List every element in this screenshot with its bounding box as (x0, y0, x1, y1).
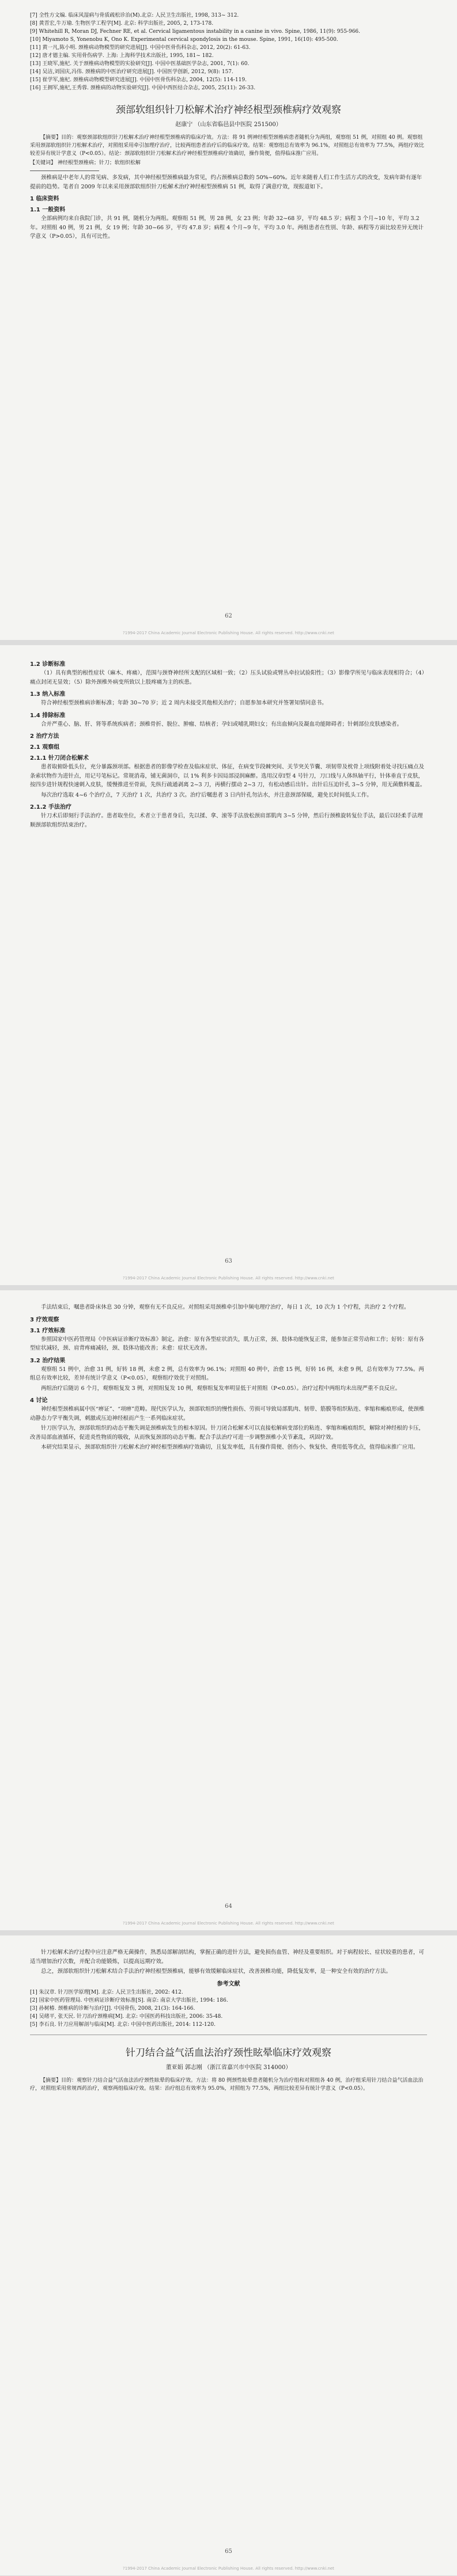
subsection-heading: 1.2 诊断标准 (30, 661, 66, 668)
subsection-heading: 3.1 疗效标准 (30, 1327, 66, 1334)
article-author: 董亚娟 郭志刚 （浙江省嘉兴市中医院 314000） (165, 2064, 292, 2071)
body-paragraph: 针刀松解术治疗过程中应注意严格无菌操作，熟悉局部解剖结构，掌握正确的进针方法，避免损伤血管、神经及重要组织。对于病程较长、症状较重的患者，可适当增加治疗次数，并配合功能锻炼，以提高远期疗效。 (30, 1949, 425, 1965)
reference-item: [9] Whitehill R, Moran DJ, Fechner RE, et al. Cervical ligamentous instability in a canine in vivo. Spine, 1986, 11(9): 955-966. (30, 29, 361, 35)
subsection-heading: 1.1 一般资料 (30, 207, 66, 213)
body-paragraph: 全部病例均来自我院门诊，共 91 例，随机分为两组。观察组 51 例，男 28 例，女 23 例；年龄 32~68 岁，平均 48.5 岁；病程 3 个月~10 年，平均 3.2 年。对照组 40 例，男 21 例，女 19 例；年龄 30~66 岁，平均 47.8 岁；病程 4 个月~9 年，平均 3.0 年。两组患者在性别、年龄、病程等方面比较差异无统计学意义（P>0.05），具有可比性。 (30, 215, 424, 240)
body-paragraph: 总之，颈部软组织针刀松解术结合手法治疗神经根型颈椎病，能够有效缓解临床症状，改善颈椎功能，降低复发率，是一种安全有效的治疗方法。 (41, 1968, 392, 1975)
reference-item: [2] 国家中医药管理局. 中医病证诊断疗效标准[S]. 南京: 南京大学出版社, 1994: 186. (30, 1997, 228, 2003)
journal-page-3 (0, 1290, 457, 1930)
journal-page-1 (0, 0, 457, 640)
reference-item: [16] 王拥军,施杞,王秀蓉. 颈椎病的动物实验研究[J]. 中国中西医结合杂志, 2005, 25(11): 26-33. (30, 85, 256, 91)
abstract: 【摘要】目的：观察针刀结合益气活血法治疗颈性眩晕的临床疗效。方法：将 80 例颈性眩晕患者随机分为治疗组和对照组各 40 例，治疗组采用针刀结合益气活血法治疗，对照组采用常规西药治疗，观察两组临床疗效。结果：治疗组总有效率为 95.0%，对照组为 77.5%，两组比较差异有统计学意义（P<0.05）。 (30, 2077, 424, 2092)
reference-item: [8] 黄晋宏,牛万瑜. 生物医学工程学[M]. 北京: 科学出版社, 2005, 2, 173-178. (30, 21, 214, 26)
section-heading: 4 讨论 (30, 1397, 48, 1404)
watermark: ?1994-2017 China Academic Journal Electronic Publishing House. All rights reserved. http://www.cnki.net (123, 1276, 334, 1281)
abstract: 【摘要】目的：观察颈部软组织针刀松解术治疗神经根型颈椎病的临床疗效。方法：将 91 例神经根型颈椎病患者随机分为两组，观察组 51 例，对照组 40 例。观察组采用颈部软组织针刀松解术治疗，对照组采用牵引加理疗治疗，比较两组患者治疗后的临床疗效。结果：观察组总有效率为 96.1%，对照组总有效率为 77.5%，两组疗效比较差异有统计学意义（P<0.05）。结论：颈部软组织针刀松解术治疗神经根型颈椎病疗效确切，操作简便，值得临床推广应用。 (30, 135, 424, 157)
body-paragraph: 手法结束后，嘱患者卧床休息 30 分钟，观察有无不良反应。对照组采用颈椎牵引加中频电理疗治疗，每日 1 次，10 次为 1 个疗程，共治疗 2 个疗程。 (41, 1304, 410, 1310)
body-paragraph: 参照国家中医药管理局《中医病证诊断疗效标准》制定。治愈：原有各型症状消失，肌力正常，颈、肢体功能恢复正常，能参加正常劳动和工作；好转：原有各型症状减轻，颈、肩背疼痛减轻，颈、肢体功能改善；未愈：症状无改善。 (30, 1336, 425, 1351)
subsubsection-heading: 2.1.1 针刀闭合松解术 (30, 755, 89, 762)
subsubsection-heading: 2.1.2 手法治疗 (30, 804, 71, 810)
body-paragraph: 患者取俯卧低头位，充分暴露颈项部。根据患者的影像学检查及临床症状、体征，在病变节段棘突间、关节突关节囊、项韧带及枕骨上项线附着处寻找压痛点及条索状物作为进针点，用记号笔标记。常规消毒，铺无菌洞巾，以 1% 利多卡因局部浸润麻醉。选用汉章Ⅰ型 4 号针刀，刀口线与人体纵轴平行，针体垂直于皮肤，按四步进针规程快速刺入皮肤，缓慢推进至骨面，先纵行疏通剥离 2~3 刀，再横行摆动 2~3 刀，有松动感后出针。出针后压迫针孔 3~5 分钟，用无菌敷料覆盖。 (30, 764, 426, 788)
body-paragraph: 观察组 51 例中，治愈 31 例，好转 18 例，未愈 2 例，总有效率为 96.1%；对照组 40 例中，治愈 15 例，好转 16 例，未愈 9 例，总有效率为 77.5%。两组总有效率比较，差异有统计学意义（P<0.05），观察组疗效优于对照组。 (30, 1366, 424, 1381)
reference-item: [5] 李石良. 针刀应用解剖与临床[M]. 北京: 中国中医药出版社, 2014: 112-120. (30, 2021, 216, 2028)
body-paragraph: 针刀术后即刻行手法治疗。患者取坐位，术者立于患者身后，先以揉、拿、滚等手法放松颈肩部肌肉 3~5 分钟，然后行颈椎旋转复位手法，最后以轻柔手法理顺颈部软组织结束治疗。 (30, 813, 423, 828)
reference-list (30, 1988, 427, 2029)
reference-item: [13] 王晓军,施杞. 关于颈椎病动物模型的实验研究[J]. 中国中医基础医学杂志, 2001, 7(1): 60. (30, 61, 250, 67)
section-heading: 2 治疗方法 (30, 733, 59, 740)
page-number: 64 (225, 1903, 232, 1910)
section-heading: 1 临床资料 (30, 196, 59, 202)
subsection-heading: 1.3 纳入标准 (30, 691, 66, 698)
reference-item: [11] 黄一凡,陈小明. 颈椎病动物模型的研究进展[J]. 中国中医骨伤科杂志, 2012, 20(2): 61-63. (30, 45, 251, 51)
page-number: 62 (225, 613, 232, 619)
body-paragraph: 符合神经根型颈椎病诊断标准；年龄 30~70 岁；近 2 周内未接受其他相关治疗；自愿参加本研究并签署知情同意书。 (41, 700, 327, 706)
reference-item: [3] 孙树椿. 颈椎病的诊断与治疗[J]. 中国骨伤, 2008, 21(3): 164-166. (30, 2005, 195, 2011)
reference-item: [1] 朱汉章. 针刀医学原理[M]. 北京: 人民卫生出版社, 2002: 412. (30, 1989, 183, 1995)
body-paragraph: 两组治疗后随访 6 个月，观察组复发 3 例，对照组复发 10 例，观察组复发率明显低于对照组（P<0.05）。治疗过程中两组均未出现严重不良反应。 (41, 1385, 401, 1392)
intro-paragraph: 颈椎病是中老年人的常见病、多发病，其中神经根型颈椎病最为常见，约占颈椎病总数的 50%~60%。近年来随着人们工作生活方式的改变，发病年龄有逐年提前的趋势。笔者自 2009 年以来采用颈部软组织针刀松解术治疗神经根型颈椎病 51 例，取得了满意疗效，现报道如下。 (30, 175, 422, 190)
journal-page-2 (0, 645, 457, 1285)
body-paragraph: 合并严重心、脑、肝、肾等系统疾病者；颈椎骨折、脱位、肿瘤、结核者；孕妇或哺乳期妇女；有出血倾向及凝血功能障碍者；针刺部位皮肤感染者。 (41, 721, 403, 728)
reference-item: [10] Miyamoto S, Yonenobu K, Ono K. Experimental cervical spondylosis in the mouse. Spine, 1991, 16(10): 495-500. (30, 37, 338, 43)
subsection-heading: 1.4 排除标准 (30, 712, 66, 719)
reference-item: [7] 全性方文编. 临床风湿病与骨质疏松诊治(M).北京: 人民卫生出版社, 1998, 313~ 312. (30, 13, 239, 18)
article-author: 赵康宁 （山东省临邑县中医院 251500） (175, 122, 282, 128)
section-heading: 3 疗效观察 (30, 1316, 59, 1323)
reference-item: [4] 吴绪平, 张天民. 针刀治疗颈椎病[M]. 北京: 中国医药科技出版社, 2006: 35-48. (30, 2013, 223, 2020)
watermark: ?1994-2017 China Academic Journal Electronic Publishing House. All rights reserved. http://www.cnki.net (123, 2566, 334, 2571)
journal-page-4 (0, 1935, 457, 2575)
watermark: ?1994-2017 China Academic Journal Electronic Publishing House. All rights reserved. http://www.cnki.net (123, 1921, 334, 1926)
reference-item: [12] 唐才德主编. 实用骨伤病学. 上海: 上海科学技术出版社, 1995, 181~ 182. (30, 53, 214, 59)
reference-list (30, 12, 427, 92)
references-heading: 参考文献 (217, 1980, 240, 1987)
body-paragraph: 每次治疗选取 4~6 个治疗点，7 天治疗 1 次，共治疗 3 次。治疗后嘱患者 3 日内针孔勿沾水，并注意颈部保暖，避免长时间低头工作。 (41, 791, 372, 798)
body-paragraph: 针刀医学认为，颈部软组织的动态平衡失调是颈椎病发生的根本原因。针刀闭合松解术可以直接松解病变部位的粘连、挛缩和瘢痕组织，解除对神经根的卡压，改善局部血液循环，促进炎性物质的吸收，从而恢复颈部的动态平衡。配合手法治疗可进一步调整颈椎小关节紊乱，巩固疗效。 (30, 1425, 425, 1441)
subsection-heading: 2.1 观察组 (30, 744, 60, 751)
page-number: 63 (225, 1258, 232, 1264)
body-paragraph: 本研究结果显示，颈部软组织针刀松解术治疗神经根型颈椎病疗效确切，且复发率低，具有操作简便、创伤小、恢复快、费用低等优点，值得临床推广应用。 (41, 1444, 419, 1450)
article-title: 针刀结合益气活血法治疗颈性眩晕临床疗效观察 (126, 2047, 331, 2059)
page-number: 65 (225, 2548, 232, 2555)
subsection-heading: 3.2 治疗结果 (30, 1357, 66, 1364)
watermark: ?1994-2017 China Academic Journal Electronic Publishing House. All rights reserved. http://www.cnki.net (123, 631, 334, 635)
reference-item: [15] 崔学军,施杞. 颈椎病动物模型研究进展[J]. 中国中医骨伤科杂志, 2004, 12(5): 114-119. (30, 77, 247, 83)
body-paragraph: （1）具有典型的根性症状（麻木、疼痛），范围与颈脊神经所支配的区域相一致；（2）压头试验或臂丛牵拉试验阳性；（3）影像学所见与临床表现相符合；（4）痛点封闭无显效；（5）除外颈椎外病变所致以上肢疼痛为主的疾患。 (30, 670, 425, 685)
reference-item: [14] 吴洁,刘国庆,冯伟. 颈椎病的中医治疗研究进展[J]. 中国医学创新, 2012, 9(8): 157. (30, 69, 233, 75)
article-title: 颈部软组织针刀松解术治疗神经根型颈椎病疗效观察 (116, 104, 341, 116)
keywords: 【关键词】 神经根型颈椎病；针刀；软组织松解 (30, 160, 141, 166)
body-paragraph: 神经根型颈椎病属中医“痹证”、“项痹”范畴。现代医学认为，颈部软组织的慢性损伤、劳损可导致局部肌肉、韧带、筋膜等组织粘连、挛缩和瘢痕形成，使颈椎动静态力学平衡失调，刺激或压迫神经根而产生一系列临床症状。 (30, 1406, 425, 1422)
